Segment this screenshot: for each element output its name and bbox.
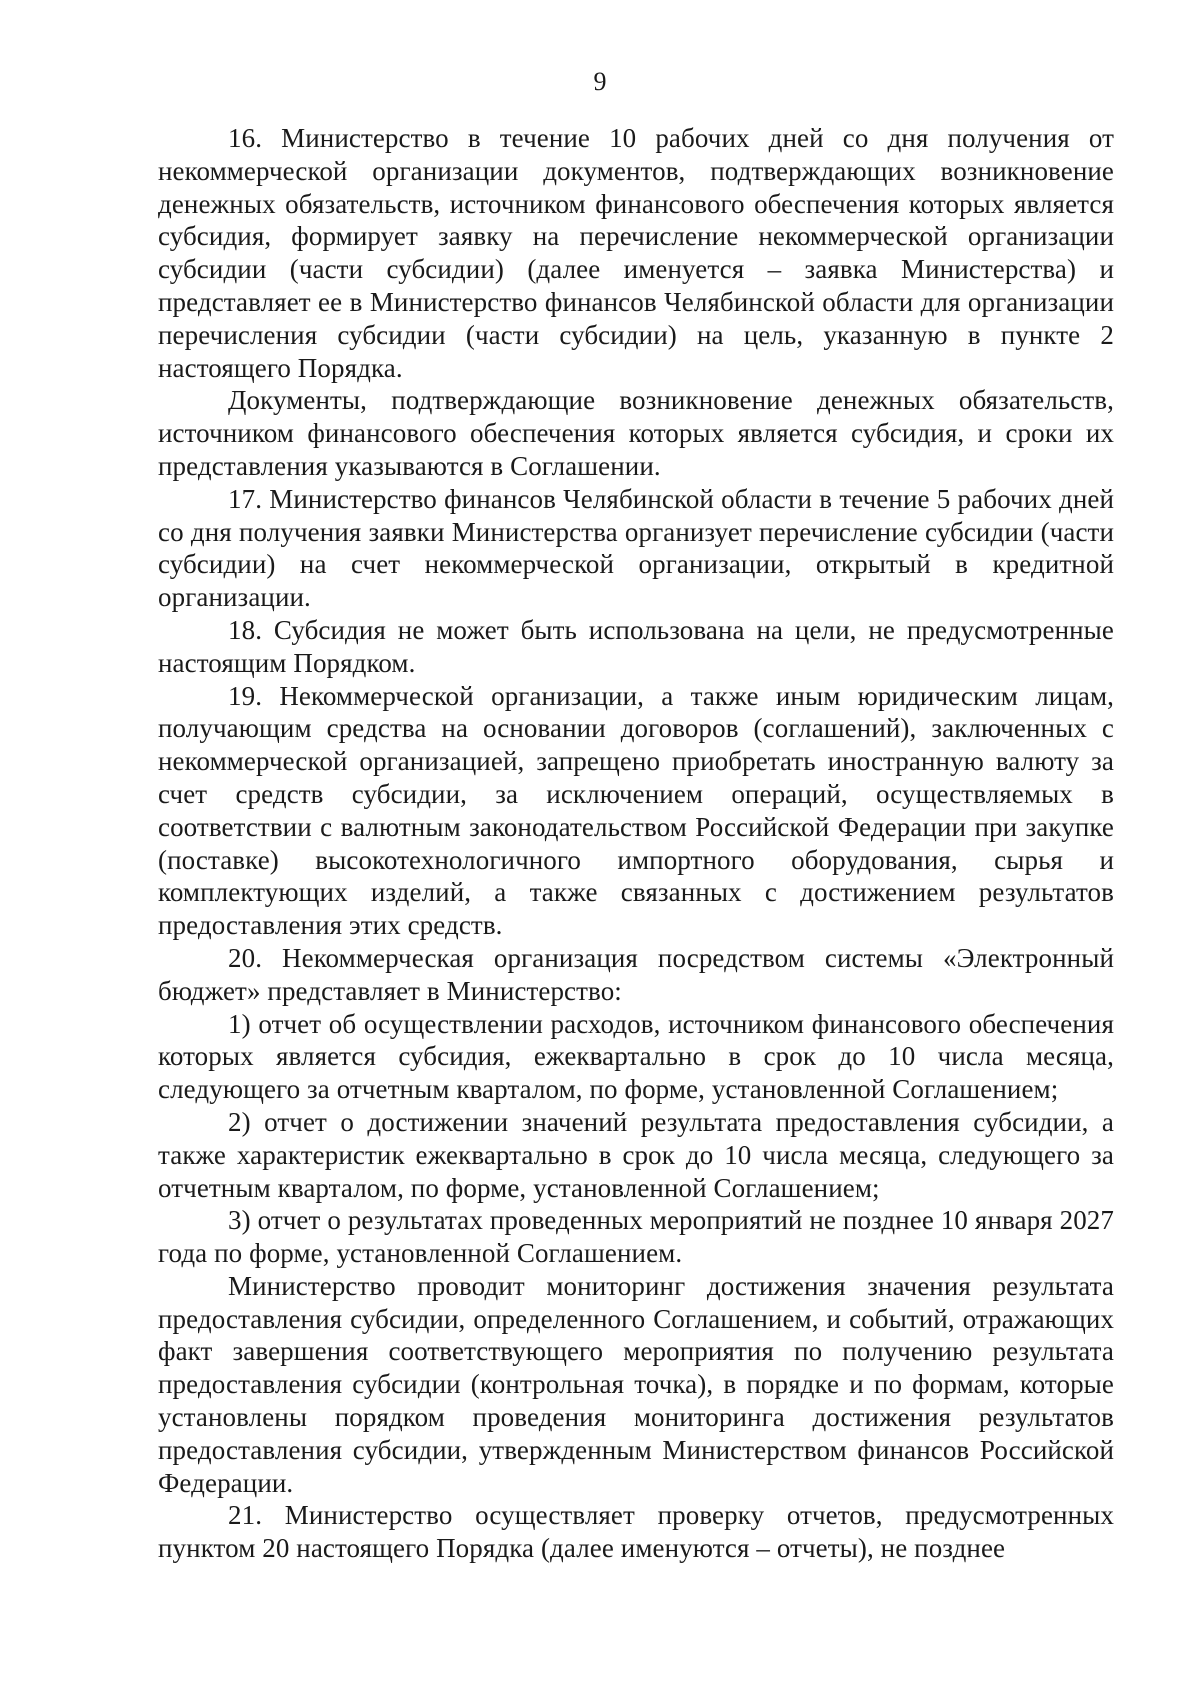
paragraph-17: 17. Министерство финансов Челябинской области в течение 5 рабочих дней со дня получения заявки Министерства организует перечисление субсидии (части субсидии) на счет некоммерческой организации, открытый в кредитной организации. xyxy=(158,483,1114,613)
paragraph-20-item-1: 1) отчет об осуществлении расходов, источником финансового обеспечения которых является субсидия, ежеквартально в срок до 10 числа месяца, следующего за отчетным кварталом, по форме, установленной Соглашением; xyxy=(158,1008,1114,1105)
document-body xyxy=(158,122,1114,1565)
paragraph-monitoring: Министерство проводит мониторинг достижения значения результата предоставления субсидии, определенного Соглашением, и событий, отражающих факт завершения соответствующего мероприятия по получению результата предоставления субсидии (контрольная точка), в порядке и по формам, которые установлены порядком проведения мониторинга достижения результатов предоставления субсидии, утвержденным Министерством финансов Российской Федерации. xyxy=(158,1270,1114,1498)
paragraph-20-item-3: 3) отчет о результатах проведенных мероприятий не позднее 10 января 2027 года по форме, установленной Соглашением. xyxy=(158,1205,1114,1269)
page-number: 9 xyxy=(593,67,607,96)
paragraph-20: 20. Некоммерческая организация посредством системы «Электронный бюджет» представляет в Министерство: xyxy=(158,942,1114,1006)
paragraph-20-item-2: 2) отчет о достижении значений результата предоставления субсидии, а также характеристик ежеквартально в срок до 10 числа месяца, следующего за отчетным кварталом, по форме, установленной Соглашением; xyxy=(158,1106,1114,1203)
paragraph-21: 21. Министерство осуществляет проверку отчетов, предусмотренных пунктом 20 настоящего Порядка (далее именуются – отчеты), не позднее xyxy=(158,1500,1114,1564)
paragraph-18: 18. Субсидия не может быть использована на цели, не предусмотренные настоящим Порядком. xyxy=(158,614,1114,678)
paragraph-16-documents: Документы, подтверждающие возникновение денежных обязательств, источником финансового обеспечения которых является субсидия, и сроки их представления указываются в Соглашении. xyxy=(158,385,1114,481)
paragraph-19: 19. Некоммерческой организации, а также иным юридическим лицам, получающим средства на основании договоров (соглашений), заключенных с некоммерческой организацией, запрещено приобретать иностранную валюту за счет средств субсидии, за исключением операций, осуществляемых в соответствии с валютным законодательством Российской Федерации при закупке (поставке) высокотехнологичного импортного оборудования, сырья и комплектующих изделий, а также связанных с достижением результатов предоставления этих средств. xyxy=(158,680,1114,941)
paragraph-16: 16. Министерство в течение 10 рабочих дней со дня получения от некоммерческой организации документов, подтверждающих возникновение денежных обязательств, источником финансового обеспечения которых является субсидия, формирует заявку на перечисление некоммерческой организации субсидии (части субсидии) (далее именуется – заявка Министерства) и представляет ее в Министерство финансов Челябинской области для организации перечисления субсидии (части субсидии) на цель, указанную в пункте 2 настоящего Порядка. xyxy=(158,123,1114,383)
